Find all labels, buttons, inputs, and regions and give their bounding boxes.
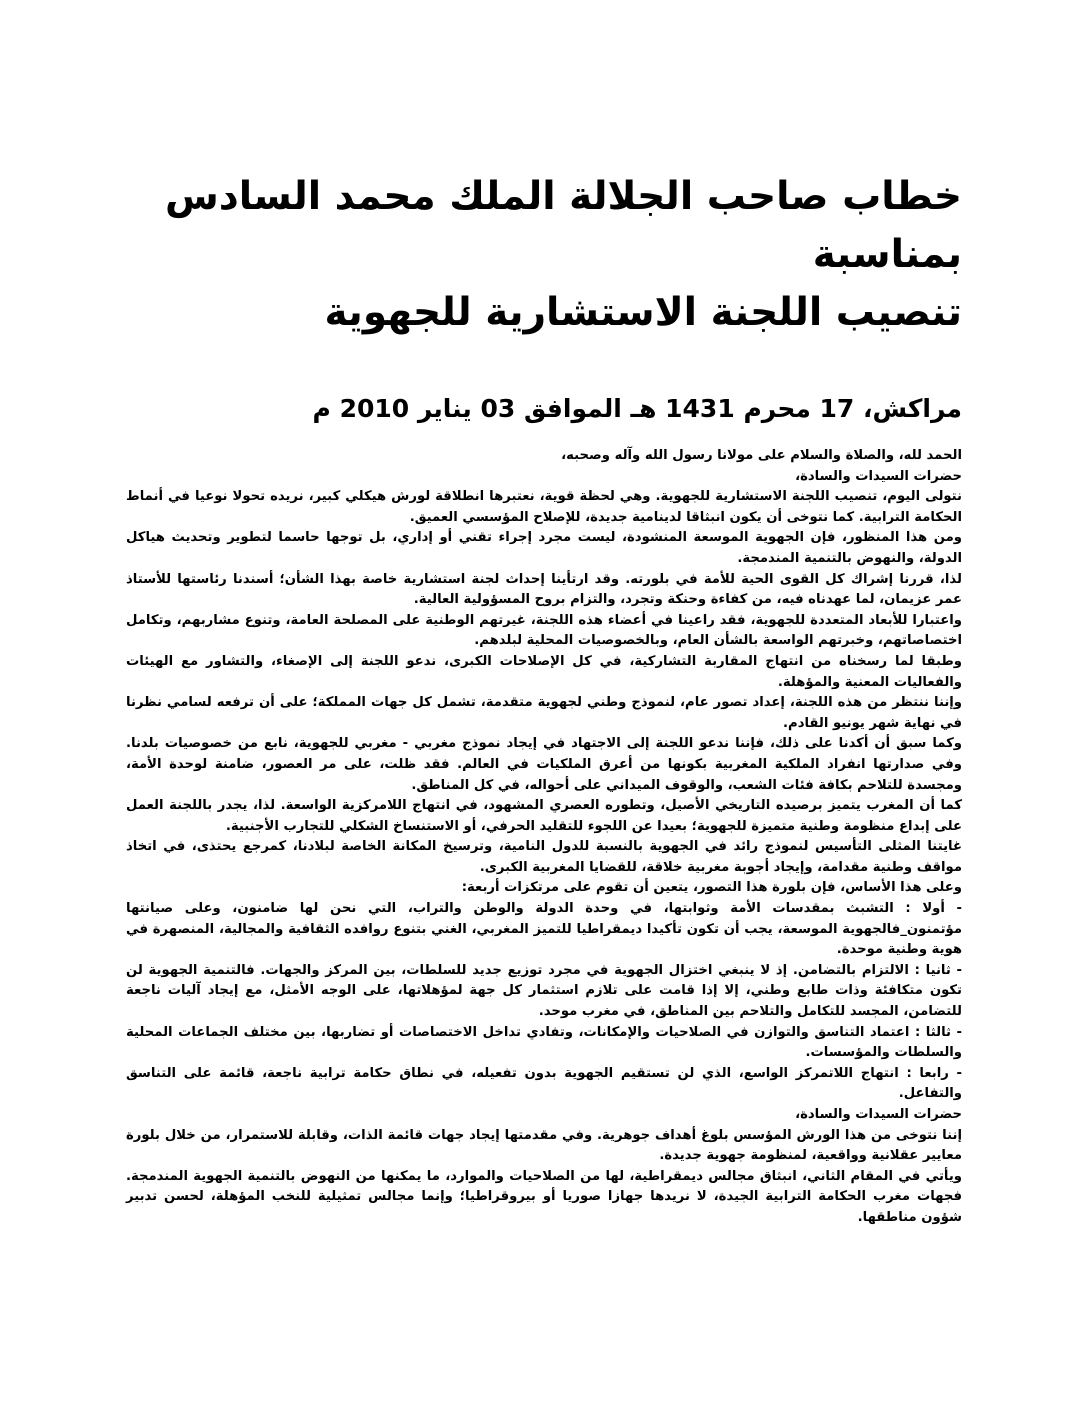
paragraph: كما أن المغرب يتميز برصيده التاريخي الأصيل، وتطوره العصري المشهود، في انتهاج اللامركزية الواسعة. لذا، يجدر باللجنة العمل على إبداع منظومة وطنية متميزة للجهوية؛ بعيدا عن اللجوء للتقليد الحرفي، أو الاستنساخ الشكلي للتجارب الأجنبية. <box>126 798 962 834</box>
paragraph: واعتبارا للأبعاد المتعددة للجهوية، فقد راعينا في أعضاء هذه اللجنة، غيرتهم الوطنية على المصلحة العامة، وتنوع مشاربهم، وتكامل اختصاصاتهم، وخبرتهم الواسعة بالشأن العام، وبالخصوصيات المحلية لبلدهم. <box>126 612 962 649</box>
paragraph: - رابعا : انتهاج اللاتمركز الواسع، الذي لن تستقيم الجهوية بدون تفعيله، في نطاق حكامة ترابية ناجعة، قائمة على التناسق والتفاعل. <box>126 1065 962 1102</box>
paragraph: - ثالثا : اعتماد التناسق والتوازن في الصلاحيات والإمكانات، وتفادي تداخل الاختصاصات أو تضاربها، بين مختلف الجماعات المحلية والسلطات والمؤسسات. <box>126 1024 962 1061</box>
title-line-2: تنصيب اللجنة الاستشارية للجهوية <box>324 290 962 335</box>
paragraph: وكما سبق أن أكدنا على ذلك، فإننا ندعو اللجنة إلى الاجتهاد في إيجاد نموذج مغربي - مغربي للجهوية، نابع من خصوصيات بلدنا. وفي صدارتها انفراد الملكية المغربية بكونها من أعرق الملكيات في العالم. فقد ظلت، على مر العصور، ضامنة لوحدة الأمة، ومجسدة للتلاحم بكافة فئات الشعب، والوقوف الميداني على أحواله، في كل المناطق. <box>126 736 962 793</box>
paragraph: - ثانيا : الالتزام بالتضامن. إذ لا ينبغي اختزال الجهوية في مجرد توزيع جديد للسلطات، بين المركز والجهات. فالتنمية الجهوية لن تكون متكافئة وذات طابع وطني، إلا إذا قامت على تلازم استثمار كل جهة لمؤهلاتها، على الوجه الأمثل، مع إيجاد آليات ناجعة للتضامن، المجسد للتكامل والتلاحم بين المناطق، في مغرب موحد. <box>126 962 962 1020</box>
title-line-1: خطاب صاحب الجلالة الملك محمد السادس بمناسبة <box>164 174 962 277</box>
paragraph: إننا نتوخى من هذا الورش المؤسس بلوغ أهداف جوهرية. وفي مقدمتها إيجاد جهات قائمة الذات، وقابلة للاستمرار، من خلال بلورة معايير عقلانية وواقعية، لمنظومة جهوية جديدة. <box>126 1127 962 1164</box>
document-page <box>126 168 962 1229</box>
paragraph: نتولى اليوم، تنصيب اللجنة الاستشارية للجهوية. وهي لحظة قوية، نعتبرها انطلاقة لورش هيكلي كبير، نريده تحولا نوعيا في أنماط الحكامة الترابية. كما نتوخى أن يكون انبثاقا لدينامية جديدة، للإصلاح المؤسسي العميق. <box>126 489 962 525</box>
paragraph: - أولا : التشبث بمقدسات الأمة وثوابتها، في وحدة الدولة والوطن والتراب، التي نحن لها ضامنون، وعلى صيانتها مؤتمنون_فالجهوية الموسعة، يجب أن تكون تأكيدا ديمقراطيا للتميز المغربي، الغني بتنوع روافده الثقافية والمجالية، المنصهرة في هوية وطنية موحدة. <box>126 901 962 958</box>
paragraph: وإننا ننتظر من هذه اللجنة، إعداد تصور عام، لنموذج وطني لجهوية متقدمة، تشمل كل جهات المملكة؛ على أن ترفعه لسامي نظرنا في نهاية شهر يونيو القادم. <box>126 695 962 731</box>
paragraph: الحمد لله، والصلاة والسلام على مولانا رسول الله وآله وصحبه، <box>561 448 962 463</box>
paragraph: ويأتي في المقام الثاني، انبثاق مجالس ديمقراطية، لها من الصلاحيات والموارد، ما يمكنها من النهوض بالتنمية الجهوية المندمجة. فجهات مغرب الحكامة الترابية الجيدة، لا نريدها جهازا صوريا أو بيروقراطيا؛ وإنما مجالس تمثيلية للنخب المؤهلة، لحسن تدبير شؤون مناطقها. <box>126 1168 962 1225</box>
paragraph: حضرات السيدات والسادة، <box>795 468 962 484</box>
paragraph: وعلى هذا الأساس، فإن بلورة هذا التصور، يتعين أن تقوم على مرتكزات أربعة: <box>461 880 962 896</box>
speech-body <box>126 446 962 1229</box>
dateline: مراكش، 17 محرم 1431 هـ الموافق 03 يناير 2010 م <box>312 394 962 423</box>
paragraph: ومن هذا المنظور، فإن الجهوية الموسعة المنشودة، ليست مجرد إجراء تقني أو إداري، بل توجها حاسما لتطوير وتحديث هياكل الدولة، والنهوض بالتنمية المندمجة. <box>126 530 962 566</box>
speech-title <box>126 168 962 342</box>
paragraph: حضرات السيدات والسادة، <box>795 1107 962 1122</box>
paragraph: لذا، قررنا إشراك كل القوى الحية للأمة في بلورته. وقد ارتأينا إحداث لجنة استشارية خاصة بهذا الشأن؛ أسندنا رئاستها للأستاذ عمر عزيمان، لما عهدناه فيه، من كفاءة وحنكة وتجرد، والتزام بروح المسؤولية العالية. <box>126 571 962 608</box>
paragraph: غايتنا المثلى التأسيس لنموذج رائد في الجهوية بالنسبة للدول النامية، وترسيخ المكانة الخاصة لبلادنا، كمرجع يحتذى، في اتخاذ مواقف وطنية مقدامة، وإيجاد أجوبة مغربية خلاقة، للقضايا المغربية الكبرى. <box>126 839 962 875</box>
paragraph: وطبقا لما رسخناه من انتهاج المقاربة التشاركية، في كل الإصلاحات الكبرى، ندعو اللجنة إلى الإصغاء، والتشاور مع الهيئات والفعاليات المعنية والمؤهلة. <box>126 653 962 690</box>
